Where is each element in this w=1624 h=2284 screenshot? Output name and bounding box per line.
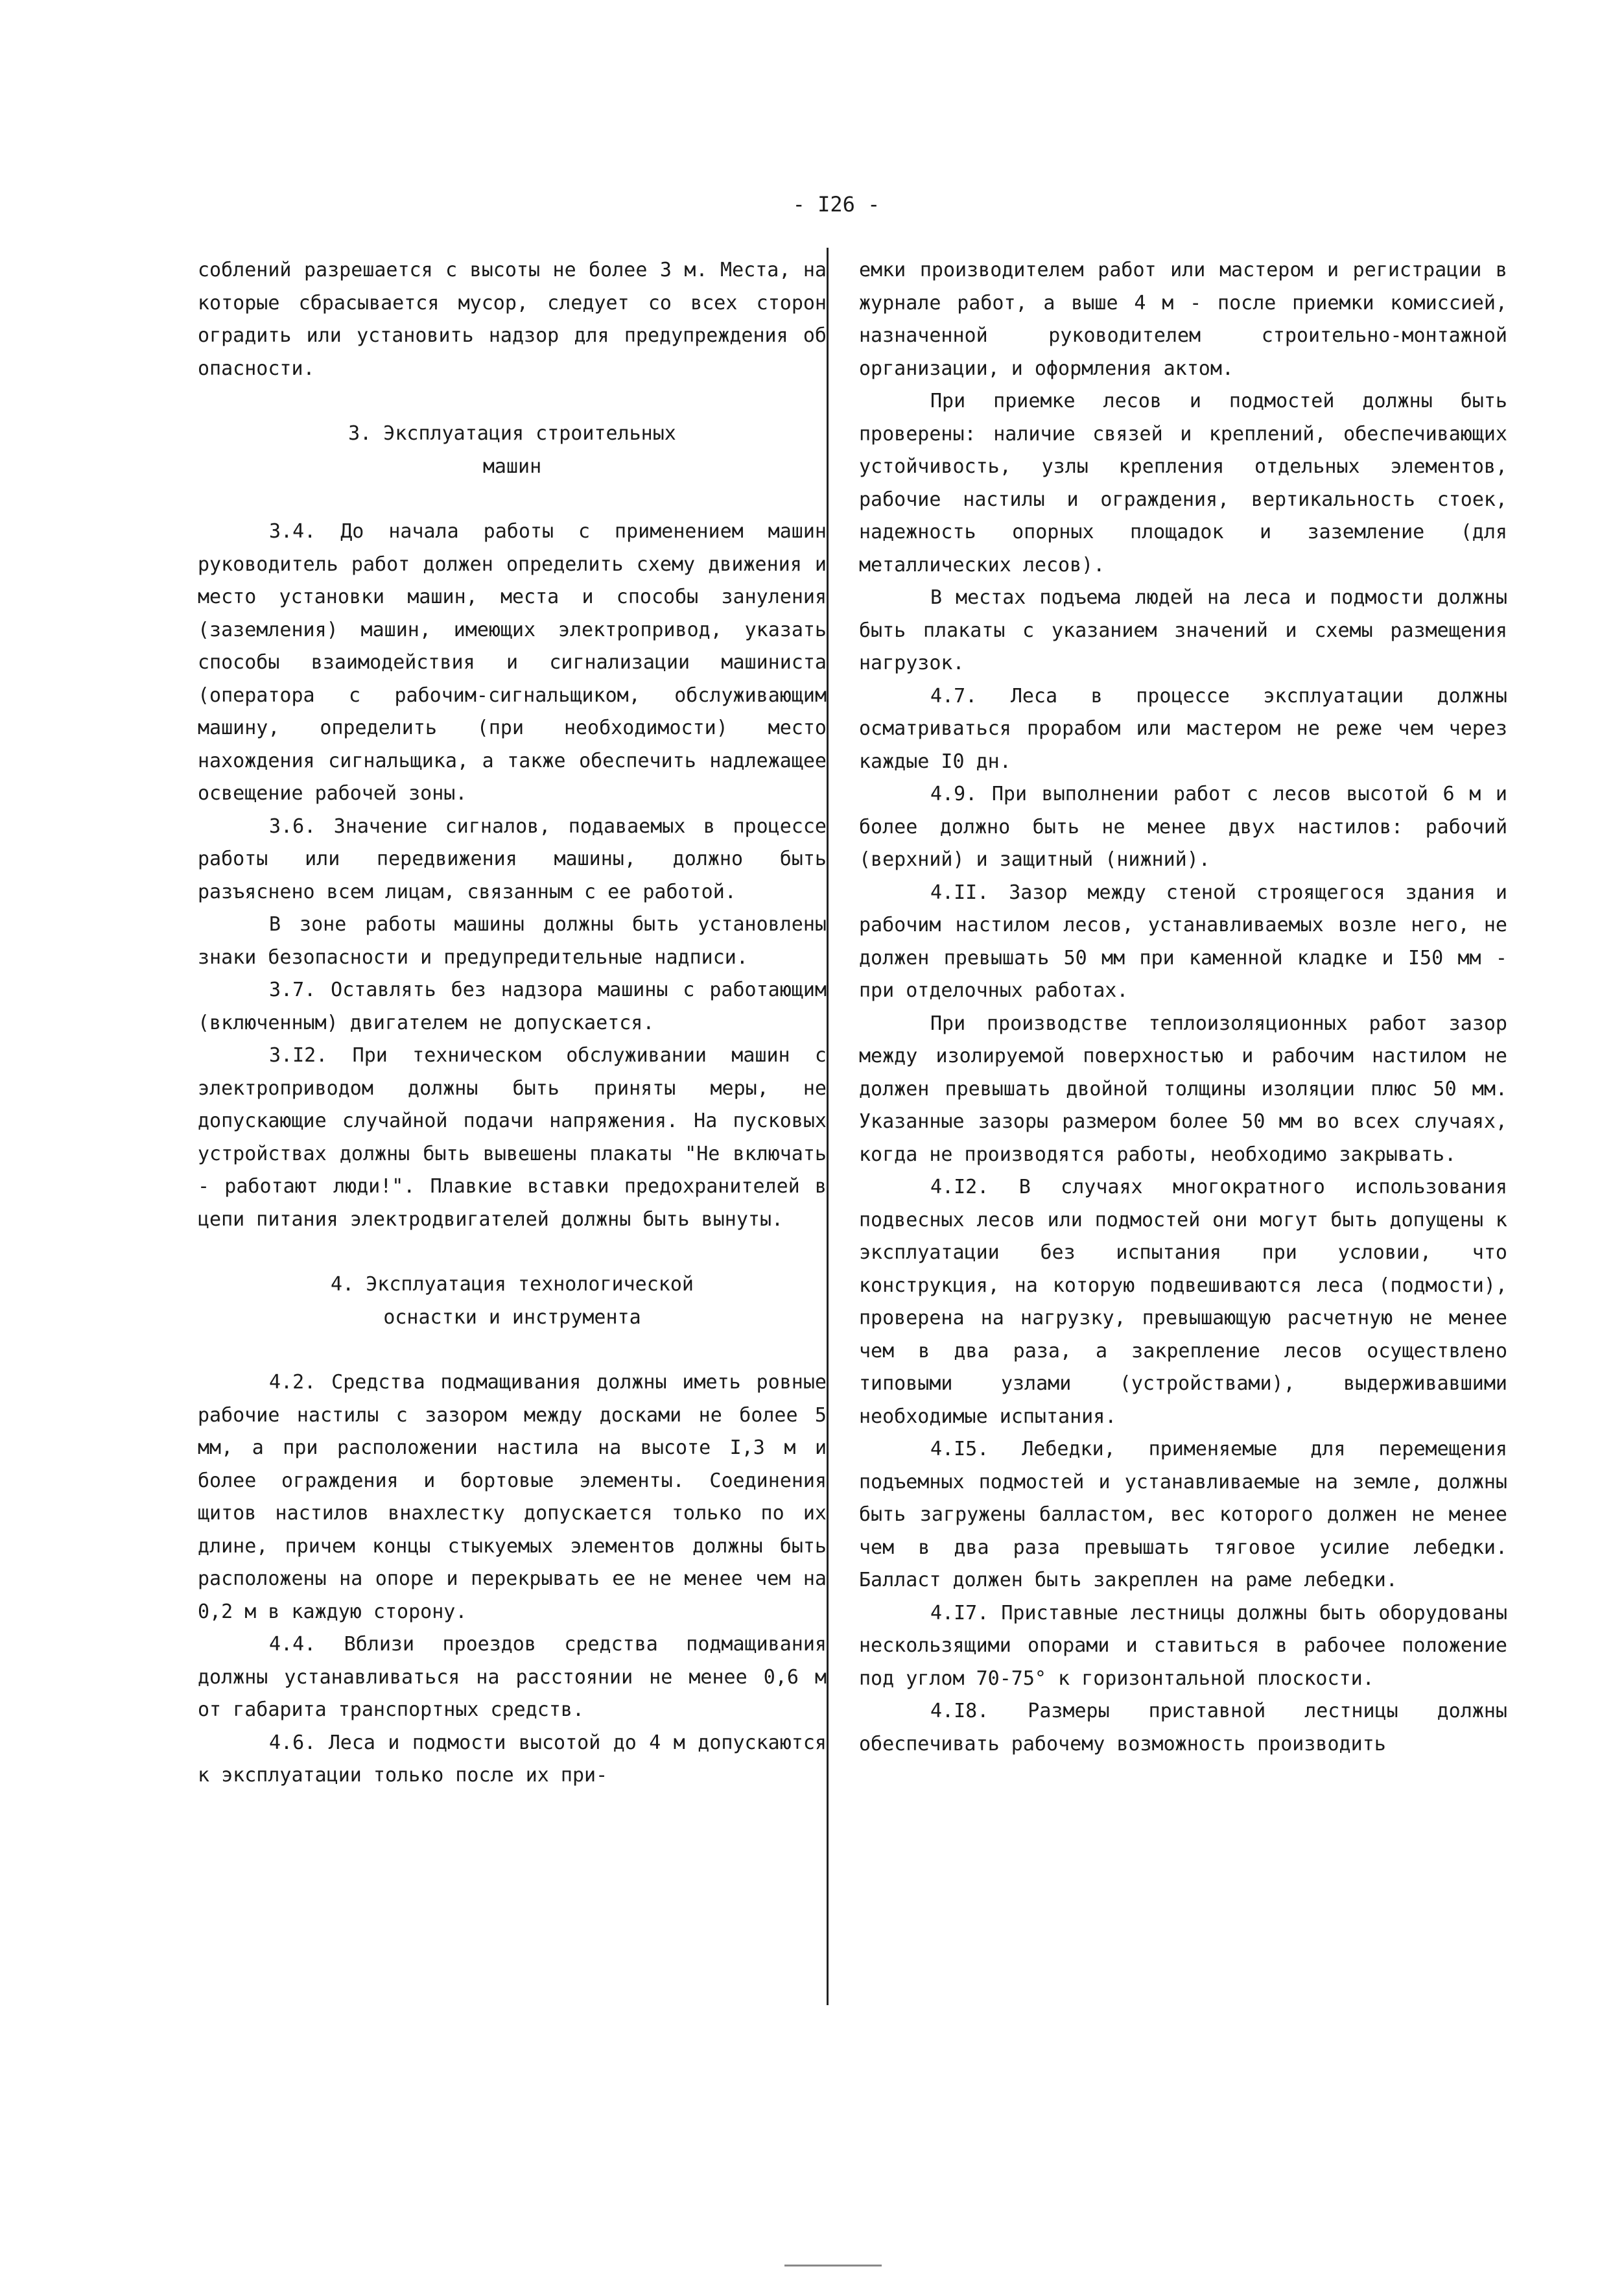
section-heading-4: [198, 1268, 827, 1334]
paragraph: соблений разрешается с высоты не более 3 м. Места, на которые сбрасывается мусор, следует со всех сторон оградить или установить надзор для предупреждения об опасности.: [198, 259, 827, 380]
right-column: [859, 254, 1507, 1761]
paragraph-3-7: 3.7. Оставлять без надзора машины с работающим (включенным) двигателем не допускается.: [198, 979, 827, 1034]
paragraph-3-12: 3.I2. При техническом обслуживании машин с электроприводом должны быть приняты меры, не допускающие случайной подачи напряжения. На пусковых устройствах должны быть вывешены плакаты "Не включать - работают люди!". Плавкие вставки предохранителей в цепи питания электродвигателей должны быть вынуты.: [198, 1044, 827, 1231]
paragraph-4-18: 4.I8. Размеры приставной лестницы должны обеспечивать рабочему возможность производить: [859, 1700, 1507, 1755]
paragraph: При приемке лесов и подмостей должны быть проверены: наличие связей и креплений, обеспечивающих устойчивость, узлы крепления отдельных элементов, рабочие настилы и ограждения, вертикальность стоек, надежность опорных площадок и заземление (для металлических лесов).: [859, 390, 1507, 577]
paragraph-4-6: 4.6. Леса и подмости высотой до 4 м допускаются к эксплуатации только после их при-: [198, 1731, 827, 1787]
paragraph-4-9: 4.9. При выполнении работ с лесов высотой 6 м и более должно быть не менее двух настилов: рабочий (верхний) и защитный (нижний).: [859, 783, 1507, 871]
paragraph-4-17: 4.I7. Приставные лестницы должны быть оборудованы нескользящими опорами и ставиться в рабочее положение под углом 70-75° к горизонтальной плоскости.: [859, 1601, 1507, 1690]
section-heading-line: 4. Эксплуатация технологической: [331, 1273, 694, 1296]
section-heading-line: 3. Эксплуатация строительных: [348, 422, 676, 445]
paragraph-4-2: 4.2. Средства подмащивания должны иметь ровные рабочие настилы с зазором между досками не более 5 мм, а при расположении настила на высоте I,3 м и более ограждения и бортовые элементы. Соединения щитов настилов внахлестку допускается только по их длине, причем концы стыкуемых элементов должны быть расположены на опоре и перекрывать ее не менее чем на 0,2 м в каждую сторону.: [198, 1371, 827, 1623]
paragraph: емки производителем работ или мастером и регистрации в журнале работ, а выше 4 м - после приемки комиссией, назначенной руководителем строительно-монтажной организации, и оформления актом.: [859, 259, 1507, 380]
paragraph-4-11: 4.II. Зазор между стеной строящегося здания и рабочим настилом лесов, устанавливаемых возле него, не должен превышать 50 мм при каменной кладке и I50 мм - при отделочных работах.: [859, 881, 1507, 1002]
paragraph-3-4: 3.4. До начала работы с применением машин руководитель работ должен определить схему движения и место установки машин, места и способы зануления (заземления) машин, имеющих электропривод, указать способы взаимодействия и сигнализации машиниста (оператора с рабочим-сигнальщиком, обслуживающим машину, определить (при необходимости) место нахождения сигнальщика, а также обеспечить надлежащее освещение рабочей зоны.: [198, 520, 827, 805]
section-heading-3: [198, 418, 827, 483]
paragraph-4-15: 4.I5. Лебедки, применяемые для перемещения подъемных подмостей и устанавливаемые на земле, должны быть загружены балластом, вес которого должен не менее чем в два раза превышать тяговое усилие лебедки. Балласт должен быть закреплен на раме лебедки.: [859, 1438, 1507, 1591]
section-heading-line: оснастки и инструмента: [383, 1305, 641, 1329]
paragraph-3-6b: В зоне работы машины должны быть установлены знаки безопасности и предупредительные надписи.: [198, 913, 827, 969]
paragraph: В местах подъема людей на леса и подмости должны быть плакаты с указанием значений и схемы размещения нагрузок.: [859, 586, 1507, 674]
section-heading-line: машин: [482, 455, 542, 478]
column-divider: [827, 248, 829, 2005]
paragraph-4-4: 4.4. Вблизи проездов средства подмащивания должны устанавливаться на расстоянии не менее 0,6 м от габарита транспортных средств.: [198, 1633, 827, 1721]
paragraph-4-7: 4.7. Леса в процессе эксплуатации должны осматриваться прорабом или мастером не реже чем через каждые I0 дн.: [859, 684, 1507, 773]
page-number: - I26 -: [792, 192, 880, 217]
left-column: [198, 254, 827, 1792]
paragraph-4-12: 4.I2. В случаях многократного использования подвесных лесов или подмостей они могут быть допущены к эксплуатации без испытания при условии, что конструкция, на которую подвешиваются леса (подмости), проверена на нагрузку, превышающую расчетную не менее чем в два раза, а закрепление лесов осуществлено типовыми узлами (устройствами), выдерживавшими необходимые испытания.: [859, 1176, 1507, 1428]
paragraph-3-6: 3.6. Значение сигналов, подаваемых в процессе работы или передвижения машины, должно быть разъяснено всем лицам, связанным с ее работой.: [198, 815, 827, 903]
bottom-rule: [784, 2265, 882, 2266]
paragraph-4-11b: При производстве теплоизоляционных работ зазор между изолируемой поверхностью и рабочим настилом не должен превышать двойной толщины изоляции плюс 50 мм. Указанные зазоры размером более 50 мм во всех случаях, когда не производятся работы, необходимо закрывать.: [859, 1012, 1507, 1166]
